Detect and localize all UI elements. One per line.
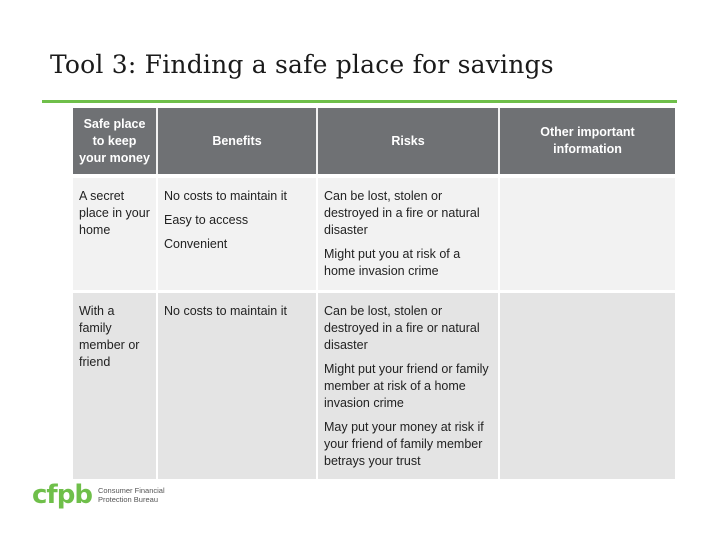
logo-line-2: Protection Bureau <box>97 495 158 504</box>
table-header-row <box>73 108 675 176</box>
cell-other <box>499 176 675 292</box>
risk-item: Might put your friend or family member at risk of a home invasion crime <box>324 362 489 410</box>
cell-risks <box>317 292 499 480</box>
header-other: Other important information <box>499 108 675 176</box>
cell-other <box>499 292 675 480</box>
slide-title: Tool 3: Finding a safe place for savings <box>50 50 554 79</box>
benefit-item: Easy to access <box>164 213 249 227</box>
cell-place: With a family member or friend <box>73 292 157 480</box>
logo-mark: cfpb <box>32 480 92 510</box>
risk-item: Might put you at risk of a home invasion crime <box>324 247 461 278</box>
risk-item: Can be lost, stolen or destroyed in a fire or natural disaster <box>324 189 480 237</box>
logo-line-1: Consumer Financial <box>97 486 165 495</box>
benefit-item: No costs to maintain it <box>164 304 287 318</box>
cell-benefits <box>157 176 317 292</box>
cfpb-logo <box>32 482 165 508</box>
cell-place: A secret place in your home <box>73 176 157 292</box>
header-risks: Risks <box>317 108 499 176</box>
risk-item: May put your money at risk if your friend of family member betrays your trust <box>324 420 484 468</box>
header-benefits: Benefits <box>157 108 317 176</box>
risk-item: Can be lost, stolen or destroyed in a fire or natural disaster <box>324 304 480 352</box>
header-place: Safe place to keep your money <box>73 108 157 176</box>
savings-table <box>73 108 675 479</box>
cell-risks <box>317 176 499 292</box>
title-divider <box>42 100 677 103</box>
logo-wordmark <box>98 486 165 504</box>
table-row <box>73 292 675 480</box>
benefit-item: No costs to maintain it <box>164 189 287 203</box>
table-row <box>73 176 675 292</box>
cell-benefits <box>157 292 317 480</box>
benefit-item: Convenient <box>164 237 228 251</box>
